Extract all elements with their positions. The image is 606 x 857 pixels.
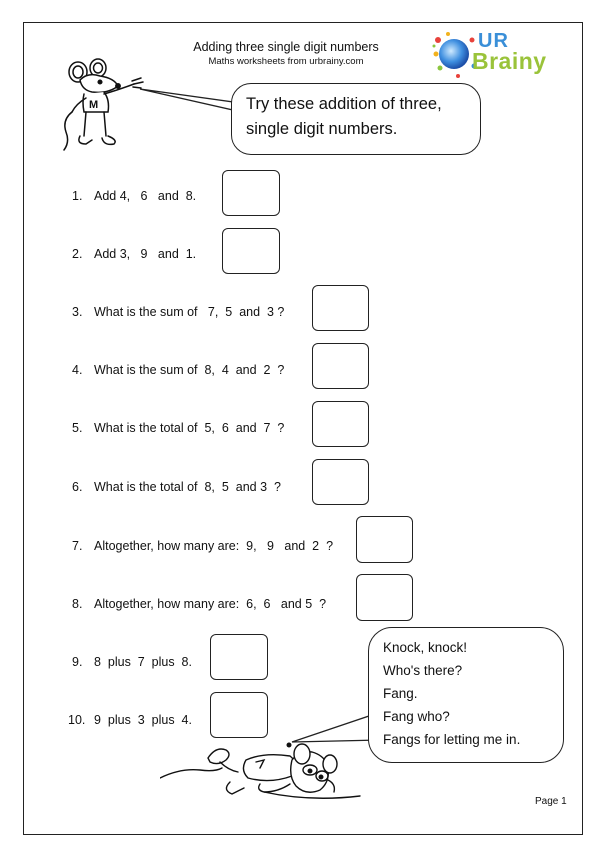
question-number: 6. <box>72 480 83 494</box>
intro-line-2: single digit numbers. <box>246 120 398 138</box>
question-text: What is the sum of 7, 5 and 3 ? <box>94 305 285 319</box>
mascot-nose-icon <box>287 743 292 748</box>
answer-box-10[interactable] <box>210 692 268 738</box>
question-number: 10. <box>68 713 86 727</box>
question-text: 9 plus 3 plus 4. <box>94 713 192 727</box>
logo-text-ur: UR <box>478 30 509 52</box>
question-text: Altogether, how many are: 9, 9 and 2 ? <box>94 539 334 553</box>
answer-box-1[interactable] <box>222 170 280 216</box>
question-text: What is the total of 5, 6 and 7 ? <box>94 421 285 435</box>
joke-speech-bubble <box>368 627 564 763</box>
answer-box-2[interactable] <box>222 228 280 274</box>
mouse-mascot-lying-icon <box>160 740 375 808</box>
question-text: Add 4, 6 and 8. <box>94 189 197 203</box>
question-text: Add 3, 9 and 1. <box>94 247 197 261</box>
question-number: 3. <box>72 305 83 319</box>
urbrainy-logo <box>428 26 550 82</box>
joke-line: Who's there? <box>383 663 463 678</box>
question-text: What is the total of 8, 5 and 3 ? <box>94 480 281 494</box>
question-number: 9. <box>72 655 83 669</box>
answer-box-4[interactable] <box>312 343 369 389</box>
worksheet-subtitle: Maths worksheets from urbrainy.com <box>208 56 364 67</box>
question-text: 8 plus 7 plus 8. <box>94 655 192 669</box>
question-number: 7. <box>72 539 83 553</box>
question-text: What is the sum of 8, 4 and 2 ? <box>94 363 285 377</box>
question-number: 8. <box>72 597 83 611</box>
joke-line: Knock, knock! <box>383 640 468 655</box>
joke-line: Fang who? <box>383 709 450 724</box>
question-text: Altogether, how many are: 6, 6 and 5 ? <box>94 597 327 611</box>
answer-box-5[interactable] <box>312 401 369 447</box>
answer-box-9[interactable] <box>210 634 268 680</box>
worksheet-title: Adding three single digit numbers <box>193 40 379 54</box>
answer-box-6[interactable] <box>312 459 369 505</box>
answer-box-3[interactable] <box>312 285 369 331</box>
question-number: 5. <box>72 421 83 435</box>
joke-line: Fang. <box>383 686 418 701</box>
joke-line: Fangs for letting me in. <box>383 732 521 747</box>
intro-speech-bubble <box>231 83 481 155</box>
answer-box-8[interactable] <box>356 574 413 621</box>
intro-line-1: Try these addition of three, <box>246 95 442 113</box>
question-number: 2. <box>72 247 83 261</box>
logo-text-brainy: Brainy <box>472 48 547 74</box>
page-number: Page 1 <box>535 796 567 807</box>
question-number: 4. <box>72 363 83 377</box>
answer-box-7[interactable] <box>356 516 413 563</box>
question-number: 1. <box>72 189 83 203</box>
mouse-mascot-pointing-icon <box>48 50 148 156</box>
mascot-shirt-letter: M <box>89 99 99 111</box>
